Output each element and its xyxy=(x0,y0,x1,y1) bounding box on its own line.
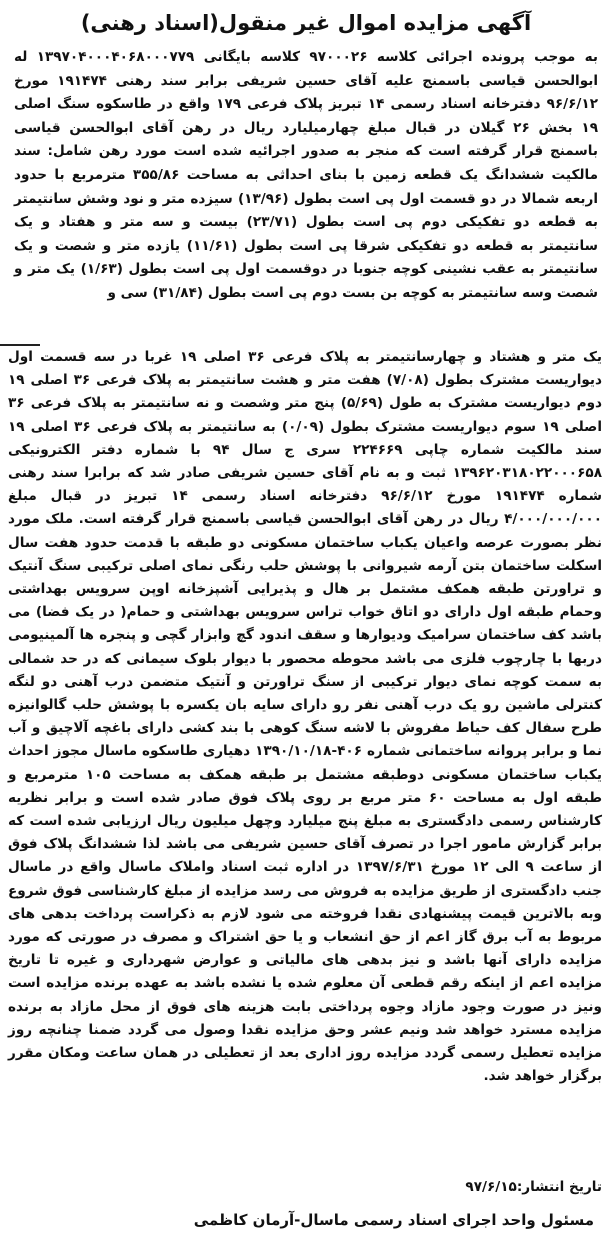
official-signature: مسئول واحد اجرای اسناد رسمی ماسال-آرمان کاظمی xyxy=(193,1211,594,1229)
notice-intro-paragraph: به موجب پرونده اجرائی کلاسه ۹۷۰۰۰۲۶ کلاسه بایگانی ۱۳۹۷۰۴۰۰۰۴۰۶۸۰۰۰۷۷۹ له ابوالحسن قیاسی باسمنج علیه آقای حسین شریفی برابر سند رهنی ۱۹۱۴۷۴ مورخ ۹۶/۶/۱۲ دفترخانه اسناد رسمی ۱۴ تبریز پلاک فرعی ۱۷۹ واقع در طاسکوه سنگ اصلی ۱۹ بخش ۲۶ گیلان در قبال مبلغ چهارمیلیارد ریال در رهن آقای ابوالحسن قیاسی باسمنج قرار گرفته است که منجر به صدور اجرائیه شده است مورد رهن شامل: سند مالکیت ششدانگ یک قطعه زمین با بنای احداثی به مساحت ۳۵۵/۸۶ مترمربع با حدود اربعه شمالا در دو قسمت اول پی است بطول (۱۳/۹۶) سیزده متر و نود وشش سانتیمتر به قطعه دو تفکیکی دوم پی است بطول (۲۳/۷۱) بیست و سه متر و هفتاد و یک سانتیمتر به قطعه دو تفکیکی شرقا پی است بطول (۱۱/۶۱) یازده متر و شصت و یک سانتیمتر به عقب نشینی کوچه جنوبا در دوقسمت اول پی است بطول (۱/۶۳) یک متر و شصت وسه سانتیمتر به کوچه بن بست دوم پی است بطول (۳۱/۸۴) سی و xyxy=(14,49,599,301)
notice-title: آگهی مزایده اموال غیر منقول(اسناد رهنی) xyxy=(80,11,532,35)
publish-date: تاریخ انتشار:۹۷/۶/۱۵ xyxy=(465,1179,602,1195)
notice-body-paragraph: یک متر و هشتاد و چهارسانتیمتر به پلاک فرعی ۳۶ اصلی ۱۹ غربا در سه قسمت اول دیواریست مشترک بطول (۷/۰۸) هفت متر و هشت سانتیمتر به پلاک فرعی ۳۶ اصلی ۱۹ دوم دیواریست مشترک به طول (۵/۶۹) پنج متر وشصت و نه سانتیمتر به پلاک فرعی ۳۶ اصلی ۱۹ سوم دیواریست مشترک بطول (۰/۰۹) به سانتیمتر به پلاک فرعی ۳۶ اصلی ۱۹ سند مالکیت شماره چاپی ۲۲۴۶۶۹ سری ج سال ۹۴ با شماره دفتر الکترونیکی ۱۳۹۶۲۰۳۱۸۰۲۲۰۰۰۶۵۸ ثبت و به نام آقای حسین شریفی صادر شد که برابرا سند رهنی شماره ۱۹۱۴۷۴ مورخ ۹۶/۶/۱۲ دفترخانه اسناد رسمی ۱۴ تبریز در قبال مبلغ ۴/۰۰۰/۰۰۰/۰۰۰ ریال در رهن آقای ابوالحسن قیاسی باسمنج قرار گرفته است. ملک مورد نظر بصورت عرصه واعیان یکباب ساختمان مسکونی دو طبقه با قدمت حدود هفت سال اسکلت ساختمان بتن آرمه شیروانی با پوشش حلب رنگی نمای اصلی ترکیبی سنگ آنتیک و تراورتن طبقه همکف مشتمل بر هال و پذیرایی آشپزخانه اوپن سرویس بهداشتی وحمام طبقه اول دارای دو اتاق خواب تراس سرویس بهداشتی و حمام( در یک فضا) می باشد کف ساختمان سرامیک ودیوارها و سقف اندود گچ وابزار گچی و پنجره ها آلمینیومی دربها با چارچوب فلزی می باشد محوطه محصور با دیوار بلوک سیمانی که در حد شمالی به سمت کوچه نمای دیوار ترکیبی از سنگ تراورتن و آنتیک متضمن درب آهنی دو لنگه کنترلی ماشین رو یک درب آهنی نفر رو دارای سایه بان یکسره با پوشش حلب گالوانیزه طرح سفال کف حیاط مفروش با لاشه سنگ کوهی با بند کشی دارای باغچه آلاچیق و آب نما و برابر پروانه ساختمانی شماره ۴۰۶-۱۳۹۰/۱۰/۱۸ دهیاری طاسکوه ماسال مجوز احداث یکباب ساختمان مسکونی دوطبقه مشتمل بر طبقه همکف به مساحت ۱۰۵ مترمربع و طبقه اول به مساحت ۶۰ متر مربع بر روی پلاک فوق صادر شده است و برابر نظریه کارشناس رسمی دادگستری به مبلغ پنج میلیارد وچهل میلیون ریال ارزیابی شده است که برابر گزارش مامور اجرا در تصرف آقای حسین شریفی می باشد لذا ششدانگ پلاک فوق از ساعت ۹ الی ۱۲ مورخ ۱۳۹۷/۶/۳۱ در اداره ثبت اسناد واملاک ماسال واقع در ماسال جنب دادگستری از طریق مزایده به فروش می رسد مزایده از مبلغ کارشناسی فوق شروع وبه بالاترین قیمت پیشنهادی نقدا فروخته می شود لازم به ذکراست پرداخت بدهی های مربوط به آب برق گاز اعم از حق انشعاب و یا حق اشتراک و مصرف در صورتی که مورد مزایده دارای آنها باشد و نیز بدهی های مالیاتی و عوارض شهرداری و غیره تا تاریخ مزایده اعم از اینکه رقم قطعی آن معلوم شده یا نشده باشد به عهده برنده مزایده است ونیز در صورت وجود مازاد وجوه پرداختی بابت هزینه های فوق از محل مازاد به برنده مزایده مسترد خواهد شد ونیم عشر وحق مزایده نقدا وصول می گردد ضمنا چنانچه روز مزایده تعطیل رسمی گردد مزایده روز اداری بعد از تعطیلی در همان ساعت ومکان مقرر برگزار خواهد شد. xyxy=(8,349,603,1085)
